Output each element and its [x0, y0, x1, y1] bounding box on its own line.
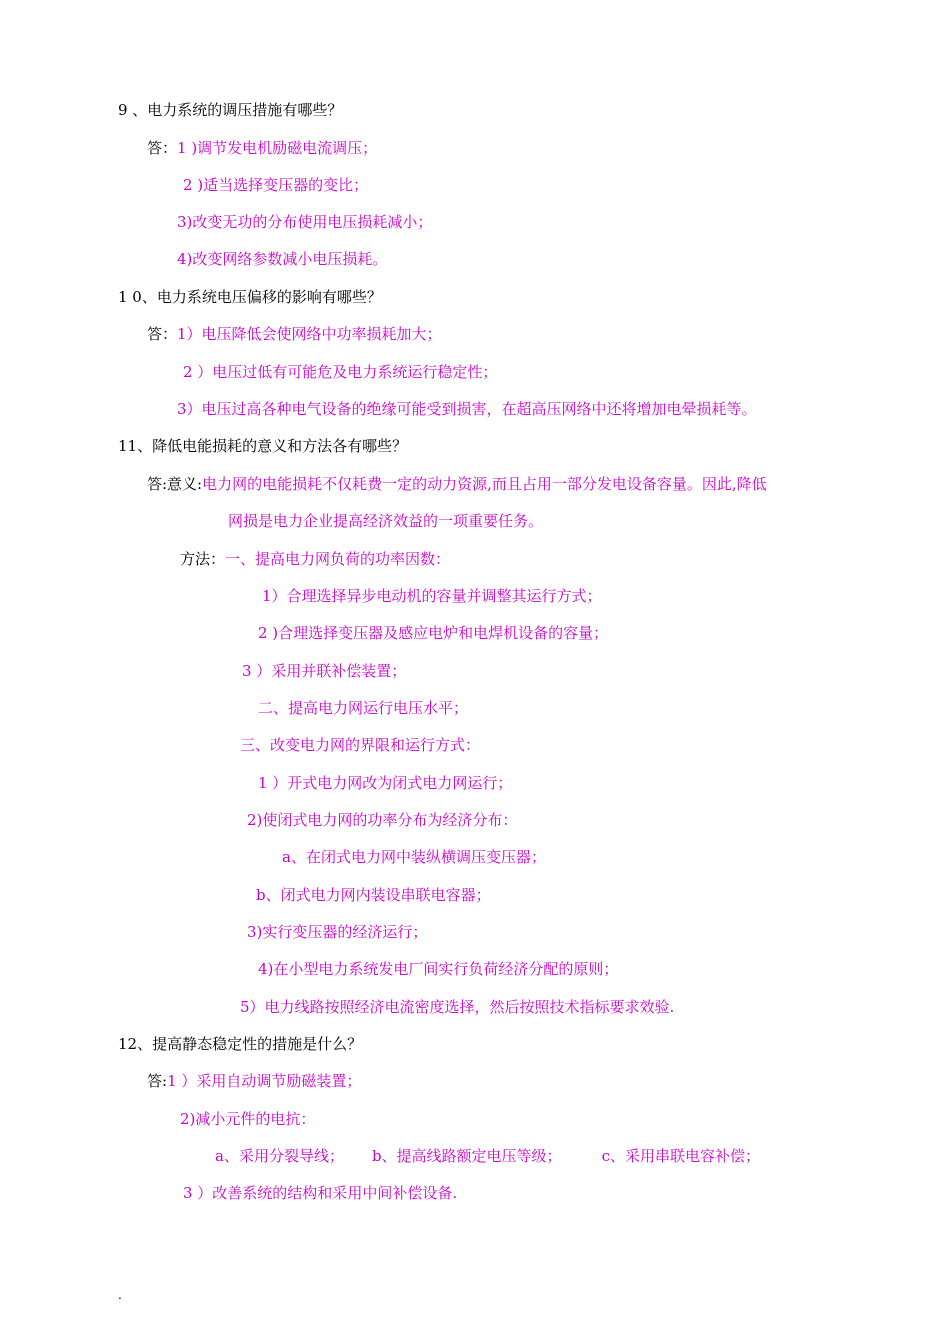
- question-11-method-7: 2)使闭式电力网的功率分布为经济分布：: [247, 811, 518, 829]
- question-11-method-8: a、在闭式电力网中装纵横调压变压器；: [282, 848, 546, 866]
- question-11-method-9: b、闭式电力网内装设串联电容器；: [256, 886, 491, 904]
- question-9-title: 9 、电力系统的调压措施有哪些？: [118, 101, 343, 119]
- question-11-meaning-line-1: [147, 474, 767, 494]
- method-label: 方法：: [180, 550, 226, 568]
- answer-label: 答:: [147, 1072, 168, 1090]
- question-11-method-heading: [180, 549, 450, 569]
- question-11-method-11: 4)在小型电力系统发电厂间实行负荷经济分配的原则；: [258, 960, 619, 978]
- answer-text: 1 )调节发电机励磁电流调压；: [177, 139, 378, 157]
- question-11-meaning-line-2: 网损是电力企业提高经济效益的一项重要任务。: [228, 512, 544, 530]
- question-11-method-1: 1）合理选择异步电动机的容量并调整其运行方式；: [262, 587, 602, 605]
- question-9-answer-4: 4)改变网络参数减小电压损耗。: [177, 250, 388, 268]
- meaning-text: 电力网的电能损耗不仅耗费一定的动力资源,而且占用一部分发电设备容量。因此,降低: [202, 475, 767, 493]
- question-10-answer-2: 2 ）电压过低有可能危及电力系统运行稳定性；: [183, 363, 498, 381]
- question-11-method-4: 二、提高电力网运行电压水平；: [258, 699, 469, 717]
- method-text: 一、提高电力网负荷的功率因数：: [225, 550, 451, 568]
- question-11-method-10: 3)实行变压器的经济运行；: [247, 923, 428, 941]
- question-9-answer-3: 3)改变无功的分布使用电压损耗减小；: [177, 213, 433, 231]
- question-12-sub-items: [215, 1146, 760, 1166]
- sub-item-a: a、采用分裂导线；: [215, 1147, 344, 1165]
- question-12-answer-2: 2)减小元件的电抗：: [180, 1110, 316, 1128]
- question-11-method-2: 2 )合理选择变压器及感应电炉和电焊机设备的容量；: [258, 624, 609, 642]
- question-12-answer-3: 3 ）改善系统的结构和采用中间补偿设备.: [183, 1184, 458, 1202]
- question-11-title: 11、降低电能损耗的意义和方法各有哪些？: [118, 437, 408, 455]
- answer-text: 1 ）采用自动调节励磁装置；: [167, 1072, 362, 1090]
- question-11-method-6: 1 ）开式电力网改为闭式电力网运行；: [258, 774, 513, 792]
- answer-label: 答:意义:: [147, 475, 203, 493]
- sub-item-c: c、采用串联电容补偿；: [601, 1147, 760, 1165]
- question-10-answer-1: [147, 324, 442, 344]
- question-9-answer-1: [147, 138, 377, 158]
- answer-label: 答：: [147, 325, 178, 343]
- sub-item-b: b、提高线路额定电压等级；: [371, 1147, 562, 1165]
- question-11-method-5: 三、改变电力网的界限和运行方式：: [240, 736, 481, 754]
- question-12-answer-1: [147, 1071, 361, 1091]
- footer-mark: .: [118, 1288, 122, 1302]
- question-11-method-3: 3 ）采用并联补偿装置；: [242, 662, 407, 680]
- question-10-answer-3: 3）电压过高各种电气设备的绝缘可能受到损害，在超高压网络中还将增加电晕损耗等。: [177, 400, 757, 418]
- answer-text: 1）电压降低会使网络中功率损耗加大；: [177, 325, 442, 343]
- answer-label: 答：: [147, 139, 178, 157]
- question-10-title: 1 0、电力系统电压偏移的影响有哪些？: [118, 288, 382, 306]
- question-11-method-12: 5）电力线路按照经济电流密度选择，然后按照技术指标要求效验.: [240, 998, 675, 1016]
- question-12-title: 12、提高静态稳定性的措施是什么？: [118, 1035, 363, 1053]
- question-9-answer-2: 2 )适当选择变压器的变比；: [183, 176, 369, 194]
